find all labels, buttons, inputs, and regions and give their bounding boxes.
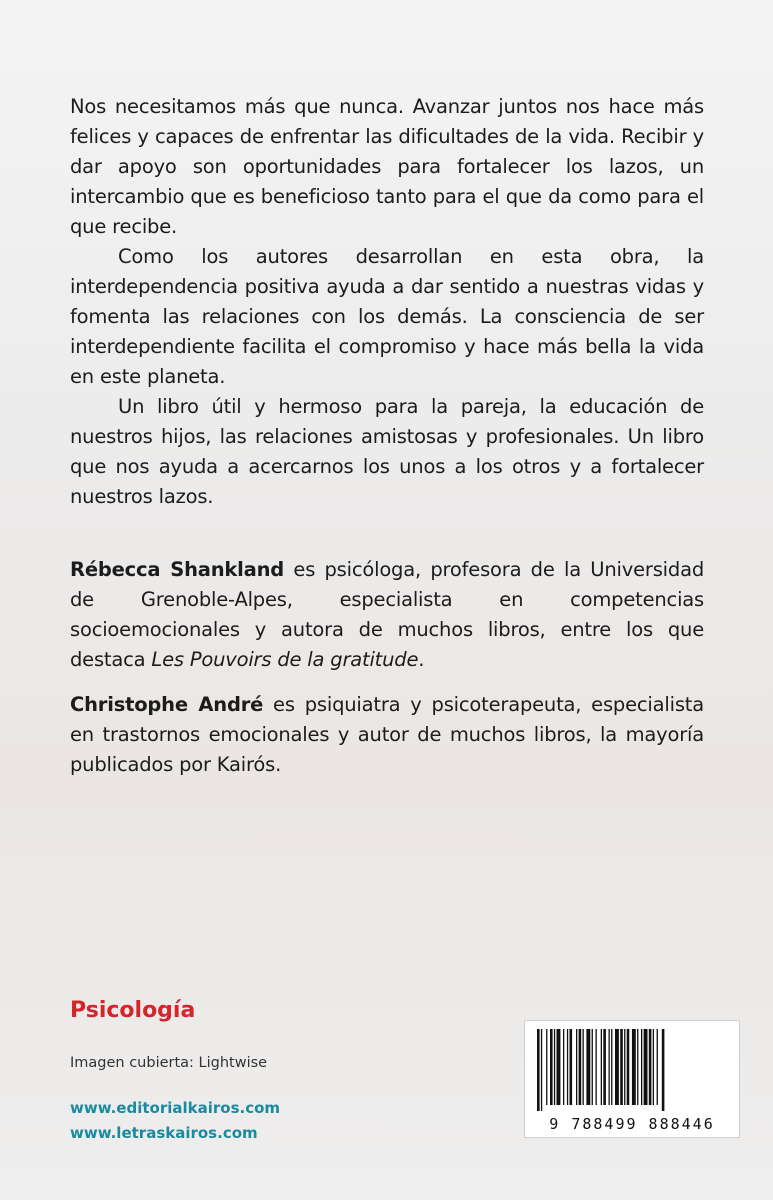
author-bio-text-2: es psiquiatra y psicoterapeuta, especialista en trastornos emocionales y autor de muchos libros, la mayoría publicados por Kairós.	[70, 693, 704, 776]
barcode-bar	[649, 1029, 652, 1105]
author-bio-end-1: .	[418, 648, 425, 671]
isbn-barcode	[524, 1020, 740, 1138]
barcode-bar	[570, 1029, 573, 1105]
barcode-bar	[586, 1029, 590, 1105]
barcode-bar	[609, 1029, 610, 1105]
barcode-bar	[657, 1029, 658, 1105]
barcode-bar	[620, 1029, 623, 1105]
isbn-number: 9 788499 888446	[549, 1115, 715, 1133]
barcode-bar	[541, 1029, 542, 1111]
barcode-bar	[576, 1029, 577, 1105]
barcode-bar	[601, 1029, 602, 1105]
cover-credit: Imagen cubierta: Lightwise	[70, 1055, 268, 1071]
publisher-url-1[interactable]: www.editorialkairos.com	[70, 1099, 281, 1117]
barcode-bar	[596, 1029, 597, 1105]
author-bio-2	[70, 690, 704, 780]
blurb-paragraph-3: Un libro útil y hermoso para la pareja, la educación de nuestros hijos, las relaciones amistosas y profesionales. Un libro que nos ayuda a acercarnos los unos a los otros y a fortalecer nuestros lazos.	[70, 395, 704, 508]
barcode-bar	[550, 1029, 553, 1105]
barcode-bar	[557, 1029, 561, 1105]
barcode-bar	[579, 1029, 582, 1105]
blurb-paragraph-1: Nos necesitamos más que nunca. Avanzar juntos nos hace más felices y capaces de enfrentar las dificultades de la vida. Recibir y dar apoyo son oportunidades para fortalecer los lazos, un intercambio que es beneficioso tanto para el que da como para el que recibe.	[70, 95, 704, 238]
author-name-2: Christophe André	[70, 693, 264, 716]
barcode-bar	[537, 1029, 540, 1111]
barcode-bar	[627, 1029, 630, 1105]
barcode-bars	[533, 1029, 733, 1111]
back-cover-blurb	[70, 92, 704, 512]
barcode-bar	[603, 1029, 606, 1105]
barcode-bar	[546, 1029, 547, 1105]
barcode-bar	[611, 1029, 612, 1105]
author-book-title: Les Pouvoirs de la gratitude	[151, 648, 419, 671]
publisher-url-2[interactable]: www.letraskairos.com	[70, 1124, 258, 1142]
category-label: Psicología	[70, 998, 196, 1023]
barcode-bar	[615, 1029, 619, 1105]
barcode-bar	[563, 1029, 564, 1105]
author-bio-text-1: es psicóloga, profesora de la Universidad de Grenoble-Alpes, especialista en competencias socioemocionales y autora de muchos libros, entre los que destaca	[70, 558, 704, 671]
author-bio-1	[70, 555, 704, 675]
barcode-bar	[592, 1029, 593, 1105]
barcode-bar	[637, 1029, 638, 1105]
barcode-bar	[554, 1029, 555, 1105]
barcode-bar	[644, 1029, 648, 1105]
barcode-bar	[653, 1029, 654, 1105]
barcode-bar	[632, 1029, 636, 1105]
barcode-bar	[567, 1029, 568, 1105]
barcode-bar	[641, 1029, 642, 1105]
barcode-bar	[662, 1029, 665, 1111]
barcode-bar	[583, 1029, 584, 1105]
author-name-1: Rébecca Shankland	[70, 558, 285, 581]
blurb-paragraph-2: Como los autores desarrollan en esta obra, la interdependencia positiva ayuda a dar sentido a nuestras vidas y fomenta las relaciones con los demás. La consciencia de ser interdependiente facilita el compromiso y hace más bella la vida en este planeta.	[70, 245, 704, 388]
barcode-bar	[624, 1029, 625, 1105]
